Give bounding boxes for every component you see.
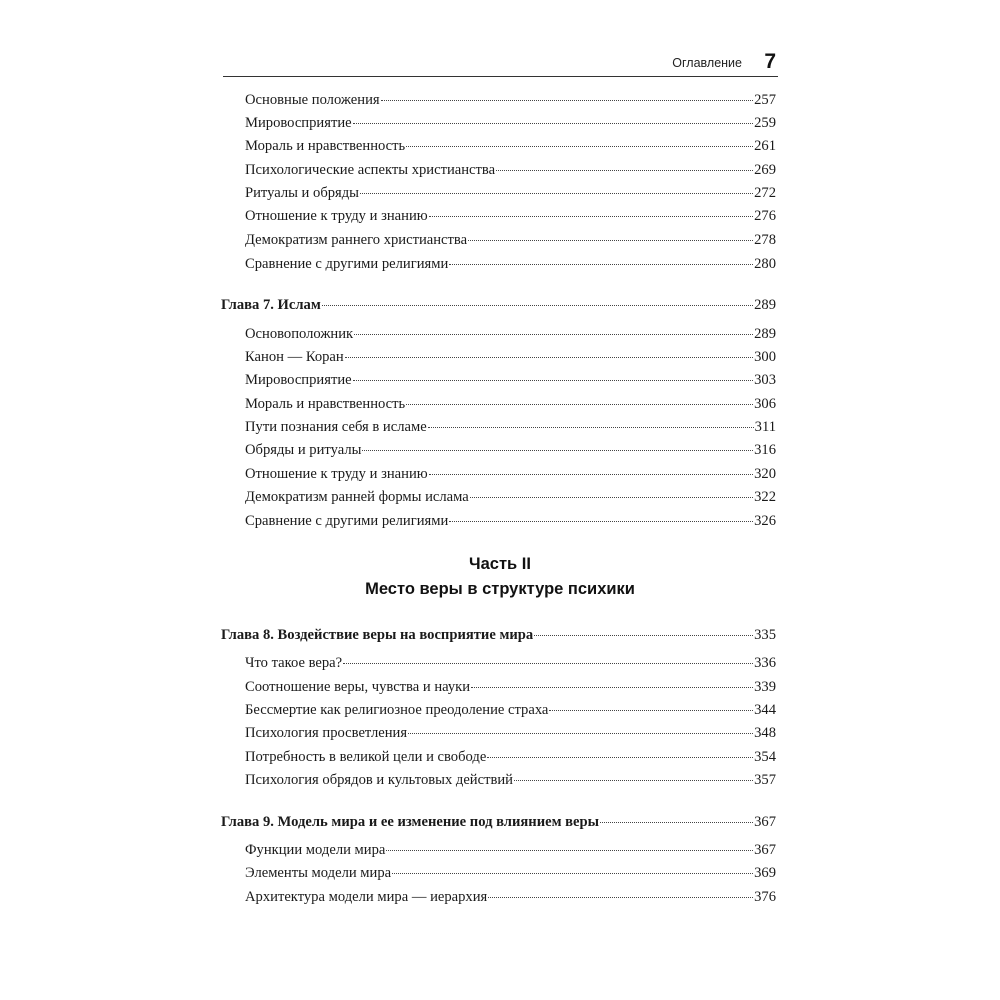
- leader-dots: [468, 239, 753, 241]
- leader-dots: [345, 356, 753, 358]
- toc-entry[interactable]: Сравнение с другими религиями 326: [245, 513, 776, 529]
- leader-dots: [343, 662, 753, 664]
- leader-dots: [496, 169, 753, 171]
- leader-dots: [429, 473, 753, 475]
- toc-chapter-heading[interactable]: Глава 9. Модель мира и ее изменение под влиянием веры 367: [221, 814, 776, 830]
- toc-entry[interactable]: Основные положения 257: [245, 92, 776, 108]
- toc-entry[interactable]: Демократизм раннего христианства 278: [245, 232, 776, 248]
- toc-entry[interactable]: Элементы модели мира 369: [245, 865, 776, 881]
- leader-dots: [429, 215, 753, 217]
- part-title: Место веры в структуре психики: [365, 580, 635, 598]
- toc-entry[interactable]: Потребность в великой цели и свободе 354: [245, 749, 776, 765]
- toc-entry[interactable]: Мировосприятие 259: [245, 115, 776, 131]
- leader-dots: [549, 709, 753, 711]
- toc-entry[interactable]: Функции модели мира 367: [245, 842, 776, 858]
- toc-chapter-heading[interactable]: Глава 8. Воздействие веры на восприятие мира 335: [221, 627, 776, 643]
- toc-entry[interactable]: Отношение к труду и знанию 320: [245, 466, 776, 482]
- toc-entry[interactable]: Сравнение с другими религиями 280: [245, 256, 776, 272]
- toc-chapter-heading[interactable]: Глава 7. Ислам 289: [221, 297, 776, 313]
- leader-dots: [354, 333, 753, 335]
- toc-entry[interactable]: Пути познания себя в исламе 311: [245, 419, 776, 435]
- leader-dots: [381, 99, 754, 101]
- leader-dots: [353, 379, 754, 381]
- leader-dots: [362, 449, 753, 451]
- leader-dots: [406, 145, 753, 147]
- leader-dots: [406, 403, 753, 405]
- leader-dots: [449, 263, 753, 265]
- leader-dots: [386, 849, 753, 851]
- leader-dots: [449, 520, 753, 522]
- toc-entry[interactable]: Ритуалы и обряды 272: [245, 185, 776, 201]
- leader-dots: [408, 732, 753, 734]
- toc-entry[interactable]: Основоположник 289: [245, 326, 776, 342]
- toc-entry[interactable]: Мораль и нравственность 306: [245, 396, 776, 412]
- toc-entry[interactable]: Демократизм ранней формы ислама 322: [245, 489, 776, 505]
- toc-entry[interactable]: Обряды и ритуалы 316: [245, 442, 776, 458]
- leader-dots: [471, 686, 753, 688]
- leader-dots: [353, 122, 754, 124]
- leader-dots: [322, 304, 753, 306]
- leader-dots: [360, 192, 753, 194]
- toc-entry[interactable]: Психология обрядов и культовых действий 357: [245, 772, 776, 788]
- toc-entry[interactable]: Психология просветления 348: [245, 725, 776, 741]
- leader-dots: [470, 496, 753, 498]
- toc-entry[interactable]: Мировосприятие 303: [245, 372, 776, 388]
- toc-entry[interactable]: Соотношение веры, чувства и науки 339: [245, 679, 776, 695]
- part-label: Часть II: [469, 555, 531, 573]
- leader-dots: [488, 896, 753, 898]
- leader-dots: [428, 426, 754, 428]
- page-number: 7: [764, 50, 776, 73]
- toc-entry[interactable]: Отношение к труду и знанию 276: [245, 208, 776, 224]
- toc-entry[interactable]: Канон — Коран 300: [245, 349, 776, 365]
- leader-dots: [392, 872, 753, 874]
- toc-entry[interactable]: Мораль и нравственность 261: [245, 138, 776, 154]
- leader-dots: [514, 779, 753, 781]
- leader-dots: [600, 821, 753, 823]
- toc-entry[interactable]: Бессмертие как религиозное преодоление страха 344: [245, 702, 776, 718]
- running-header: [223, 52, 778, 77]
- toc-entry[interactable]: Психологические аспекты христианства 269: [245, 162, 776, 178]
- running-header-title: Оглавление: [672, 56, 742, 70]
- leader-dots: [487, 756, 753, 758]
- toc-entry[interactable]: Что такое вера? 336: [245, 655, 776, 671]
- leader-dots: [534, 634, 753, 636]
- toc-entry[interactable]: Архитектура модели мира — иерархия 376: [245, 889, 776, 905]
